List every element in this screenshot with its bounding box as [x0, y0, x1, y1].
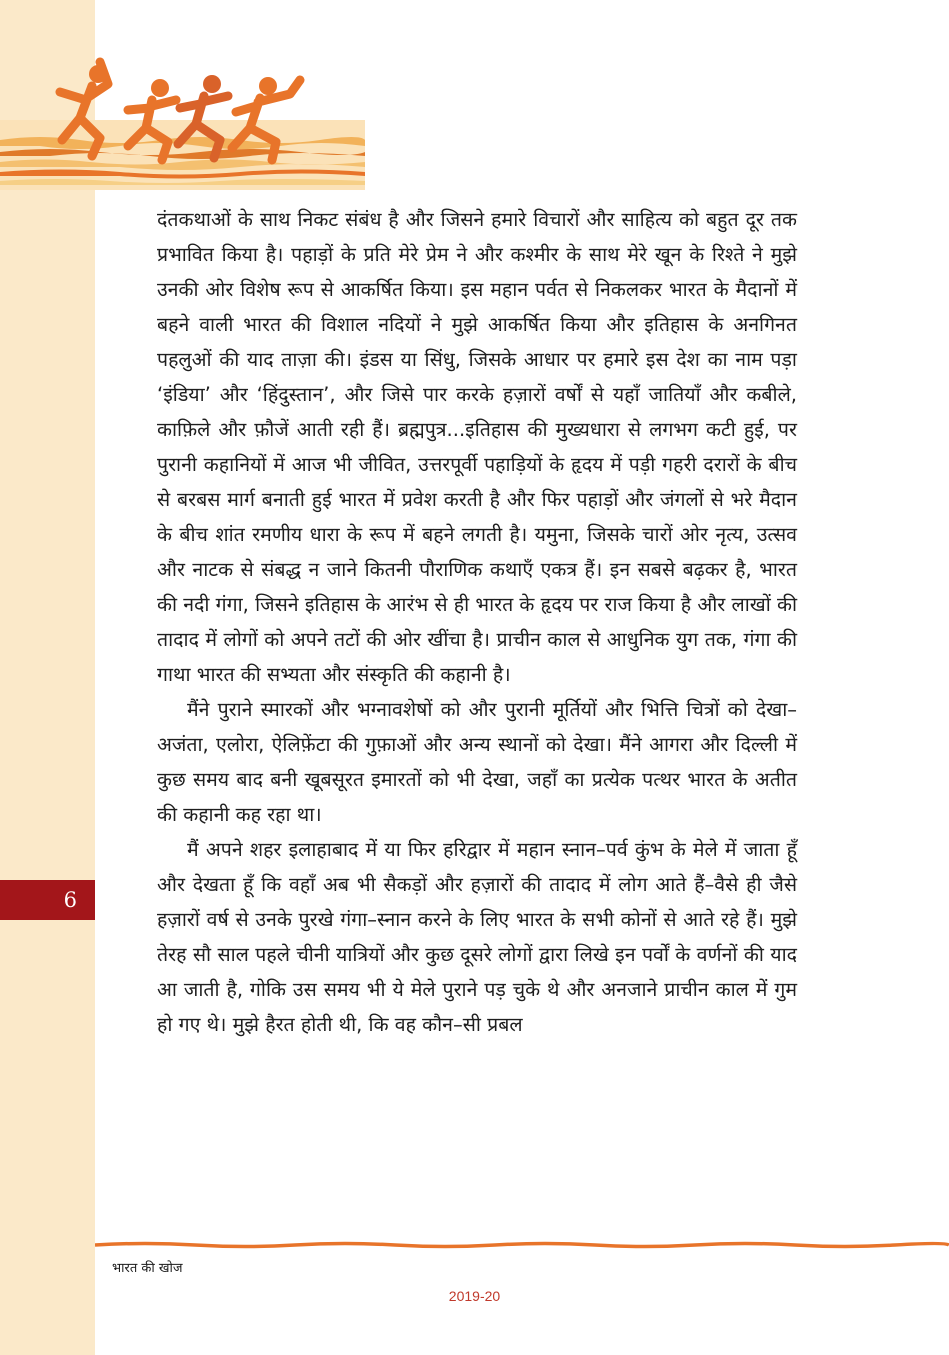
edition-year: 2019-20 — [448, 1288, 501, 1304]
book-title-footer: भारत की खोज — [112, 1261, 183, 1276]
footer-divider-line — [95, 1241, 949, 1249]
header-running-figures-decoration — [0, 0, 365, 190]
paragraph: मैं अपने शहर इलाहाबाद में या फिर हरिद्वार में महान स्नान–पर्व कुंभ के मेले में जाता हूँ और देखता हूँ कि वहाँ अब भी सैकड़ों और हज़ारों की तादाद में लोग आते हैं–वैसे ही जैसे हज़ारों वर्ष से उनके पुरखे गंगा–स्नान करने के लिए भारत के सभी कोनों से आते रहे हैं। मुझे तेरह सौ साल पहले चीनी यात्रियों और कुछ दूसरे लोगों द्वारा लिखे इन पर्वों के वर्णनों की याद आ जाती है, गोकि उस समय भी ये मेले पुराने पड़ चुके थे और अनजाने प्राचीन काल में गुम हो गए थे। मुझे हैरत होती थी, कि वह कौन–सी प्रबल — [157, 838, 797, 1036]
header-stripes — [0, 120, 365, 190]
page-number: 6 — [63, 888, 77, 912]
side-margin-strip — [0, 0, 95, 1355]
paragraph: दंतकथाओं के साथ निकट संबंध है और जिसने हमारे विचारों और साहित्य को बहुत दूर तक प्रभावित किया है। पहाड़ों के प्रति मेरे प्रेम ने और कश्मीर के साथ मेरे खून के रिश्ते ने मुझे उनकी ओर विशेष रूप से आकर्षित किया। इस महान पर्वत से निकलकर भारत के मैदानों में बहने वाली भारत की विशाल नदियों ने मुझे आकर्षित किया और इतिहास के अनगिनत पहलुओं की याद ताज़ा की। इंडस या सिंधु, जिसके आधार पर हमारे इस देश का नाम पड़ा ‘इंडिया’ और ‘हिंदुस्तान’, और जिसे पार करके हज़ारों वर्षों से यहाँ जातियाँ और कबीले, काफ़िले और फ़ौजें आती रही हैं। ब्रह्मपुत्र...इतिहास की मुख्यधारा से लगभग कटी हुई, पर पुरानी कहानियों में आज भी जीवित, उत्तरपूर्वी पहाड़ियों के हृदय में पड़ी गहरी दरारों के बीच से बरबस मार्ग बनाती हुई भारत में प्रवेश करती है और फिर पहाड़ों और जंगलों से भरे मैदान के बीच शांत रमणीय धारा के रूप में बहने लगती है। यमुना, जिसके चारों ओर नृत्य, उत्सव और नाटक से संबद्ध न जाने कितनी पौराणिक कथाएँ एकत्र हैं। इन सबसे बढ़कर है, भारत की नदी गंगा, जिसने इतिहास के आरंभ से ही भारत के हृदय पर राज किया है और लाखों की तादाद में लोगों को अपने तटों की ओर खींचा है। प्राचीन काल से आधुनिक युग तक, गंगा की गाथा भारत की सभ्यता और संस्कृति की कहानी है। — [157, 208, 797, 686]
chapter-body-text — [157, 202, 797, 1042]
paragraph: मैंने पुराने स्मारकों और भग्नावशेषों को और पुरानी मूर्तियों और भित्ति चित्रों को देखा–अजंता, एलोरा, ऐलिफ़ेंटा की गुफ़ाओं और अन्य स्थानों को देखा। मैंने आगरा और दिल्ली में कुछ समय बाद बनी खूबसूरत इमारतों को भी देखा, जहाँ का प्रत्येक पत्थर भारत के अतीत की कहानी कह रहा था। — [157, 698, 797, 826]
